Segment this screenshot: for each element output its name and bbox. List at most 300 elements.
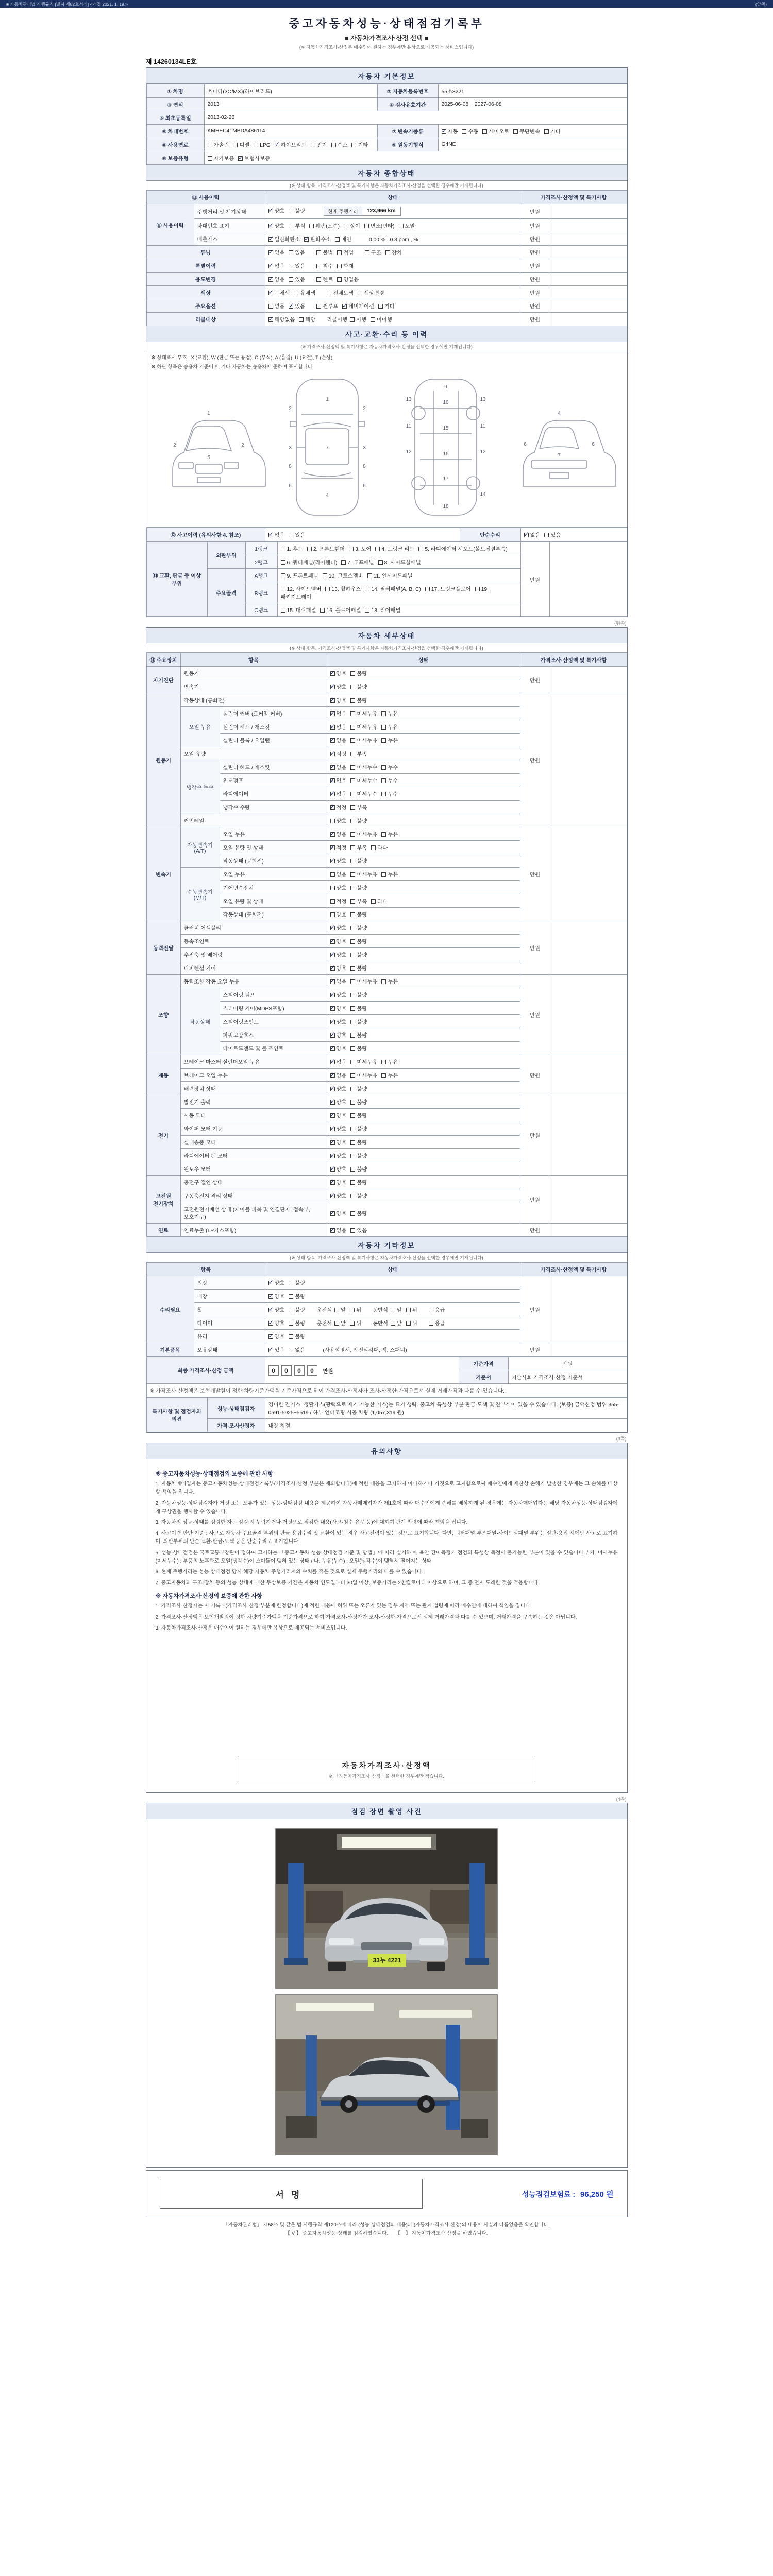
checkbox[interactable] xyxy=(330,899,335,904)
checkbox[interactable] xyxy=(381,725,386,730)
rank-label: 2랭크 xyxy=(245,555,277,569)
remark-cell xyxy=(549,246,627,259)
checkbox[interactable] xyxy=(350,765,355,770)
checkbox[interactable] xyxy=(350,738,355,743)
checkbox[interactable] xyxy=(335,237,340,242)
checkbox[interactable] xyxy=(330,1228,335,1233)
remark-cell xyxy=(549,1276,627,1343)
section-basic-title: 자동차 기본정보 xyxy=(146,68,627,84)
checkbox[interactable] xyxy=(442,129,446,134)
table-header-row xyxy=(146,1263,627,1276)
checkbox[interactable] xyxy=(289,1334,293,1339)
field-value: 55소3221 xyxy=(438,84,627,98)
checkbox[interactable] xyxy=(381,738,386,743)
checkbox[interactable] xyxy=(406,1321,411,1326)
etc-info-table xyxy=(146,1262,627,1357)
page-marker: (뒤쪽) xyxy=(614,621,627,626)
checkbox[interactable] xyxy=(316,277,321,282)
checkbox-group xyxy=(268,1321,310,1327)
checkbox[interactable] xyxy=(349,547,354,551)
checkbox[interactable] xyxy=(289,1281,293,1285)
checkbox[interactable] xyxy=(350,698,355,703)
column-header: 가격조사·산정액 및 특기사항 xyxy=(520,653,627,667)
checkbox[interactable] xyxy=(281,608,285,613)
checkbox-label: 없음 xyxy=(530,533,541,539)
item-label: 추진축 및 베어링 xyxy=(180,948,327,961)
checkbox[interactable] xyxy=(365,250,369,255)
checkbox-label: 불량 xyxy=(357,966,367,972)
remark-cell xyxy=(549,667,627,693)
checkbox[interactable] xyxy=(330,1154,335,1158)
checkbox[interactable] xyxy=(299,317,304,322)
checkbox[interactable] xyxy=(350,939,355,944)
checkbox[interactable] xyxy=(350,1154,355,1158)
checkbox-group xyxy=(330,1033,372,1039)
svg-text:8: 8 xyxy=(363,464,366,470)
checkbox[interactable] xyxy=(350,1046,355,1051)
checkbox[interactable] xyxy=(330,1060,335,1064)
checkbox[interactable] xyxy=(399,224,404,228)
checkbox[interactable] xyxy=(406,1308,411,1312)
checkbox[interactable] xyxy=(275,143,279,147)
checkbox[interactable] xyxy=(350,1006,355,1011)
checkbox[interactable] xyxy=(289,250,293,255)
checkbox[interactable] xyxy=(350,1073,355,1078)
checkbox[interactable] xyxy=(425,587,430,591)
checkbox[interactable] xyxy=(350,1211,355,1216)
field-value: 기술사회 가격조사·산정 기준서 xyxy=(508,1370,627,1384)
checkbox[interactable] xyxy=(268,277,273,282)
checkbox[interactable] xyxy=(350,845,355,850)
checkbox-group xyxy=(330,1127,372,1132)
state-cell xyxy=(327,1189,520,1202)
checkbox[interactable] xyxy=(351,143,356,147)
checkbox[interactable] xyxy=(330,832,335,837)
checkbox-label: 양호 xyxy=(336,1020,347,1026)
checkbox[interactable] xyxy=(429,1308,433,1312)
checkbox[interactable] xyxy=(330,819,335,823)
checkbox[interactable] xyxy=(350,1228,355,1233)
checkbox[interactable] xyxy=(350,926,355,930)
field-label: ④ 검사유효기간 xyxy=(377,98,438,111)
field-label: ⑫ 사고이력 (유의사항 4. 참조) xyxy=(146,528,265,541)
checkbox[interactable] xyxy=(325,587,330,591)
checkbox[interactable] xyxy=(330,698,335,703)
remark-cell xyxy=(549,1095,627,1176)
checkbox[interactable] xyxy=(320,608,325,613)
checkbox-group xyxy=(429,1308,449,1313)
checkbox[interactable] xyxy=(289,533,293,537)
checkbox[interactable] xyxy=(330,792,335,796)
state-cell xyxy=(327,1002,520,1015)
checkbox[interactable] xyxy=(350,966,355,971)
checkbox[interactable] xyxy=(281,587,285,591)
checkbox[interactable] xyxy=(364,224,369,228)
checkbox[interactable] xyxy=(268,1294,273,1299)
checkbox[interactable] xyxy=(268,291,273,295)
checkbox[interactable] xyxy=(330,1127,335,1131)
svg-text:18: 18 xyxy=(443,504,449,510)
checkbox-group xyxy=(330,671,372,677)
checkbox-label: 없음 xyxy=(274,533,285,539)
checkbox[interactable] xyxy=(334,1321,339,1326)
checkbox[interactable] xyxy=(350,1033,355,1038)
checkbox[interactable] xyxy=(350,953,355,957)
checkbox[interactable] xyxy=(304,237,309,242)
checkbox[interactable] xyxy=(350,832,355,837)
checkbox[interactable] xyxy=(330,966,335,971)
checkbox[interactable] xyxy=(330,1211,335,1216)
footer-line2: 【 V 】 중고자동차성능·상태를 점검하였습니다. 【 】 자동차가격조사·산정을 하였습니다. xyxy=(285,2231,488,2237)
checkbox-label: 자동 xyxy=(447,129,458,135)
checkbox[interactable] xyxy=(350,1167,355,1172)
checkbox[interactable] xyxy=(350,979,355,984)
checkbox[interactable] xyxy=(330,725,335,730)
svg-text:2: 2 xyxy=(241,443,244,449)
checkbox-label: 없음 xyxy=(274,264,285,270)
checkbox[interactable] xyxy=(289,224,293,228)
checkbox[interactable] xyxy=(381,1073,386,1078)
checkbox[interactable] xyxy=(350,792,355,796)
checkbox[interactable] xyxy=(350,899,355,904)
checkbox[interactable] xyxy=(378,560,383,565)
checkbox[interactable] xyxy=(330,1020,335,1024)
checkbox[interactable] xyxy=(330,1140,335,1145)
checkbox-label: 불량 xyxy=(295,1294,306,1300)
part-name: 12. 사이드멤버 xyxy=(287,587,322,593)
checkbox[interactable] xyxy=(365,608,369,613)
checkbox[interactable] xyxy=(330,1113,335,1118)
remark-cell xyxy=(549,1343,627,1357)
checkbox[interactable] xyxy=(334,1308,339,1312)
checkbox[interactable] xyxy=(429,1321,433,1326)
checkbox[interactable] xyxy=(330,953,335,957)
svg-text:12: 12 xyxy=(406,449,412,455)
checkbox-label: 누수 xyxy=(388,765,398,771)
checkbox[interactable] xyxy=(367,573,372,578)
checkbox[interactable] xyxy=(330,1100,335,1105)
checkbox[interactable] xyxy=(330,1194,335,1198)
checkbox[interactable] xyxy=(268,224,273,228)
checkbox[interactable] xyxy=(289,1321,293,1326)
state-cell xyxy=(327,1202,520,1224)
checkbox[interactable] xyxy=(350,752,355,756)
checkbox[interactable] xyxy=(350,778,355,783)
checkbox[interactable] xyxy=(309,224,314,228)
section-detail-title: 자동차 세부상태 xyxy=(146,628,627,643)
state-cell xyxy=(265,1303,520,1316)
checkbox[interactable] xyxy=(281,547,285,551)
checkbox[interactable] xyxy=(268,1281,273,1285)
checkbox[interactable] xyxy=(330,912,335,917)
checkbox[interactable] xyxy=(233,143,238,147)
table-row xyxy=(146,667,627,680)
sub-group-label: 오일 누유 xyxy=(180,707,220,747)
checkbox[interactable] xyxy=(330,805,335,810)
checkbox[interactable] xyxy=(350,805,355,810)
checkbox[interactable] xyxy=(350,671,355,676)
checkbox[interactable] xyxy=(381,979,386,984)
signature-box[interactable] xyxy=(160,2179,423,2209)
checkbox-label: 양호 xyxy=(274,224,285,230)
checkbox[interactable] xyxy=(344,224,348,228)
checkbox[interactable] xyxy=(475,587,480,591)
checkbox[interactable] xyxy=(281,560,285,565)
group-label: ⑪ 사용이력 xyxy=(146,204,194,246)
checkbox[interactable] xyxy=(289,304,293,309)
zone-label: 외판부위 xyxy=(207,542,245,569)
checkbox[interactable] xyxy=(330,738,335,743)
checkbox[interactable] xyxy=(330,711,335,716)
checkbox-label: 양호 xyxy=(274,1308,285,1314)
checkbox[interactable] xyxy=(330,993,335,997)
checkbox-label: 매연 xyxy=(341,237,351,243)
checkbox[interactable] xyxy=(289,1308,293,1312)
checkbox-group xyxy=(330,1180,372,1186)
checkbox[interactable] xyxy=(331,143,336,147)
checkbox[interactable] xyxy=(337,264,342,268)
state-cell xyxy=(327,1095,520,1109)
checkbox[interactable] xyxy=(381,792,386,796)
checkbox[interactable] xyxy=(350,993,355,997)
checkbox-group xyxy=(330,738,402,744)
checkbox[interactable] xyxy=(330,1006,335,1011)
checkbox[interactable] xyxy=(289,277,293,282)
checkbox[interactable] xyxy=(418,547,423,551)
checkbox[interactable] xyxy=(327,291,331,295)
checkbox[interactable] xyxy=(330,1033,335,1038)
checkbox[interactable] xyxy=(281,573,285,578)
checkbox[interactable] xyxy=(350,711,355,716)
checkbox[interactable] xyxy=(323,573,327,578)
item-label: 외장 xyxy=(194,1276,265,1290)
checkbox[interactable] xyxy=(289,1294,293,1299)
notice-item: 6. 현재 주행거리는 성능·상태점검 당시 해당 자동차 주행거리계의 수치를 적은 것으로 실제 주행거리와 다를 수 있습니다. xyxy=(155,1569,424,1575)
checkbox[interactable] xyxy=(365,587,369,591)
checkbox-label: 불량 xyxy=(357,1180,367,1187)
checkbox[interactable] xyxy=(381,778,386,783)
checkbox[interactable] xyxy=(289,1348,293,1352)
checkbox[interactable] xyxy=(482,129,487,134)
checkbox-label: 미세누수 xyxy=(357,792,378,798)
checkbox-label: 없음 xyxy=(295,1348,306,1354)
checkbox[interactable] xyxy=(381,711,386,716)
checkbox[interactable] xyxy=(341,560,346,565)
checkbox-group xyxy=(373,1321,422,1327)
checkbox[interactable] xyxy=(350,912,355,917)
checkbox[interactable] xyxy=(208,156,212,161)
svg-text:1: 1 xyxy=(207,411,210,417)
table-row xyxy=(146,259,627,273)
remark-cell xyxy=(549,1176,627,1224)
checkbox[interactable] xyxy=(268,317,273,322)
checkbox-group xyxy=(330,685,372,690)
item-label: 브레이크 오일 누유 xyxy=(180,1069,327,1082)
checkbox[interactable] xyxy=(371,845,376,850)
checkbox[interactable] xyxy=(307,547,312,551)
checkbox[interactable] xyxy=(385,250,390,255)
checkbox[interactable] xyxy=(268,264,273,268)
checkbox[interactable] xyxy=(350,1194,355,1198)
checkbox[interactable] xyxy=(350,1060,355,1064)
checkbox[interactable] xyxy=(330,1167,335,1172)
checkbox[interactable] xyxy=(350,685,355,689)
checkbox[interactable] xyxy=(316,304,321,309)
checkbox-label: LPG xyxy=(260,143,271,148)
state-cell xyxy=(327,1055,520,1069)
panel-photos xyxy=(146,1803,628,2168)
checkbox[interactable] xyxy=(513,129,518,134)
checkbox[interactable] xyxy=(330,845,335,850)
parts-cell xyxy=(277,542,520,555)
checkbox[interactable] xyxy=(337,250,342,255)
checkbox[interactable] xyxy=(254,143,258,147)
checkbox[interactable] xyxy=(381,1060,386,1064)
checkbox[interactable] xyxy=(544,129,549,134)
checkbox[interactable] xyxy=(350,1087,355,1091)
checkbox[interactable] xyxy=(350,1127,355,1131)
table-row xyxy=(146,1384,627,1397)
checkbox[interactable] xyxy=(350,317,355,322)
checkbox-group xyxy=(330,926,372,931)
checkbox[interactable] xyxy=(350,1100,355,1105)
checkbox[interactable] xyxy=(330,685,335,689)
checkbox[interactable] xyxy=(358,291,362,295)
checkbox[interactable] xyxy=(375,547,380,551)
checkbox-label: 하이브리드 xyxy=(280,143,307,148)
checkbox[interactable] xyxy=(330,926,335,930)
checkbox[interactable] xyxy=(330,939,335,944)
checkbox-group xyxy=(316,304,398,310)
checkbox-label: 기타 xyxy=(384,304,395,310)
checkbox[interactable] xyxy=(268,1308,273,1312)
checkbox[interactable] xyxy=(330,872,335,877)
checkbox[interactable] xyxy=(330,1087,335,1091)
checkbox[interactable] xyxy=(294,291,298,295)
checkbox-label: 미이행 xyxy=(376,317,392,324)
checkbox[interactable] xyxy=(350,819,355,823)
checkbox[interactable] xyxy=(330,671,335,676)
checkbox[interactable] xyxy=(268,1334,273,1339)
checkbox[interactable] xyxy=(381,832,386,837)
checkbox[interactable] xyxy=(391,1308,395,1312)
checkbox-label: 앞 xyxy=(341,1321,346,1327)
table-row xyxy=(146,827,627,841)
checkbox[interactable] xyxy=(316,264,321,268)
part-name: 16. 플로어패널 xyxy=(326,608,361,614)
item-label: 클러치 어셈블리 xyxy=(180,921,327,935)
checkbox[interactable] xyxy=(350,1321,355,1326)
checkbox[interactable] xyxy=(238,156,243,161)
checkbox-group xyxy=(330,1211,372,1217)
checkbox[interactable] xyxy=(350,1020,355,1024)
checkbox-label: 불량 xyxy=(357,886,367,892)
checkbox[interactable] xyxy=(289,264,293,268)
svg-text:8: 8 xyxy=(289,464,292,470)
item-label: 라디에이터 xyxy=(220,787,327,801)
checkbox[interactable] xyxy=(268,209,273,213)
checkbox[interactable] xyxy=(350,1113,355,1118)
checkbox[interactable] xyxy=(350,886,355,890)
checkbox[interactable] xyxy=(330,1180,335,1185)
panel-detail xyxy=(146,627,628,1433)
checkbox-group xyxy=(330,711,402,717)
checkbox-label: 과다 xyxy=(377,899,388,905)
state-cell xyxy=(327,827,520,841)
checkbox-label: 양호 xyxy=(336,685,347,691)
checkbox[interactable] xyxy=(337,277,342,282)
checkbox[interactable] xyxy=(330,859,335,863)
checkbox-label: 화재 xyxy=(343,264,354,270)
checkbox[interactable] xyxy=(350,725,355,730)
checkbox[interactable] xyxy=(350,872,355,877)
price-cell: 만원 xyxy=(520,204,549,219)
checkbox[interactable] xyxy=(544,533,549,537)
checkbox-group xyxy=(268,264,310,269)
checkbox[interactable] xyxy=(381,872,386,877)
checkbox[interactable] xyxy=(350,859,355,863)
checkbox[interactable] xyxy=(268,304,273,309)
notice-section xyxy=(156,1469,618,1587)
checkbox[interactable] xyxy=(330,1073,335,1078)
item-label: 실내송풍 모터 xyxy=(180,1136,327,1149)
checkbox-label: 양호 xyxy=(274,209,285,214)
checkbox[interactable] xyxy=(268,1348,273,1352)
checkbox[interactable] xyxy=(311,143,315,147)
checkbox[interactable] xyxy=(289,209,293,213)
checkbox[interactable] xyxy=(330,886,335,890)
checkbox[interactable] xyxy=(268,250,273,255)
item-label: 오일 유량 xyxy=(180,747,327,760)
checkbox[interactable] xyxy=(330,1046,335,1051)
checkbox[interactable] xyxy=(350,1308,355,1312)
checkbox-label: 양호 xyxy=(336,1167,347,1173)
state-cell xyxy=(327,667,520,680)
checkbox[interactable] xyxy=(378,304,383,309)
checkbox[interactable] xyxy=(208,143,212,147)
state-cell xyxy=(327,1042,520,1055)
remark-cell xyxy=(549,693,627,827)
checkbox[interactable] xyxy=(330,979,335,984)
checkbox[interactable] xyxy=(268,533,273,537)
checkbox[interactable] xyxy=(268,1321,273,1326)
accident-history-table xyxy=(146,528,627,541)
checkbox[interactable] xyxy=(316,250,321,255)
checkbox-label: 부식 xyxy=(295,224,306,230)
checkbox[interactable] xyxy=(268,237,273,242)
checkbox[interactable] xyxy=(371,899,376,904)
checkbox[interactable] xyxy=(391,1321,395,1326)
checkbox[interactable] xyxy=(330,765,335,770)
parts-cell xyxy=(277,582,520,603)
checkbox-label: 누유 xyxy=(388,1060,398,1066)
checkbox[interactable] xyxy=(350,1140,355,1145)
checkbox[interactable] xyxy=(524,533,529,537)
notice-item: 2. 가격조사·산정액은 보험개발원이 정한 차량기준가액을 기준가격으로 하여 가격조사·산정자가 조사·산정한 가격으로서 실제 거래가격과 다를 수 있으며, 거래가격을 구속하는 것은 아닙니다. xyxy=(155,1614,577,1620)
checkbox[interactable] xyxy=(381,765,386,770)
checkbox-label: 수동 xyxy=(468,129,479,135)
checkbox[interactable] xyxy=(462,129,466,134)
checkbox[interactable] xyxy=(350,1180,355,1185)
checkbox[interactable] xyxy=(330,752,335,756)
part-name: 13. 휠하우스 xyxy=(331,587,361,593)
checkbox[interactable] xyxy=(371,317,375,322)
table-row xyxy=(146,693,627,707)
checkbox-label: 불량 xyxy=(357,1140,367,1146)
checkbox[interactable] xyxy=(342,304,347,309)
parts-cell xyxy=(277,603,520,617)
checkbox[interactable] xyxy=(330,778,335,783)
